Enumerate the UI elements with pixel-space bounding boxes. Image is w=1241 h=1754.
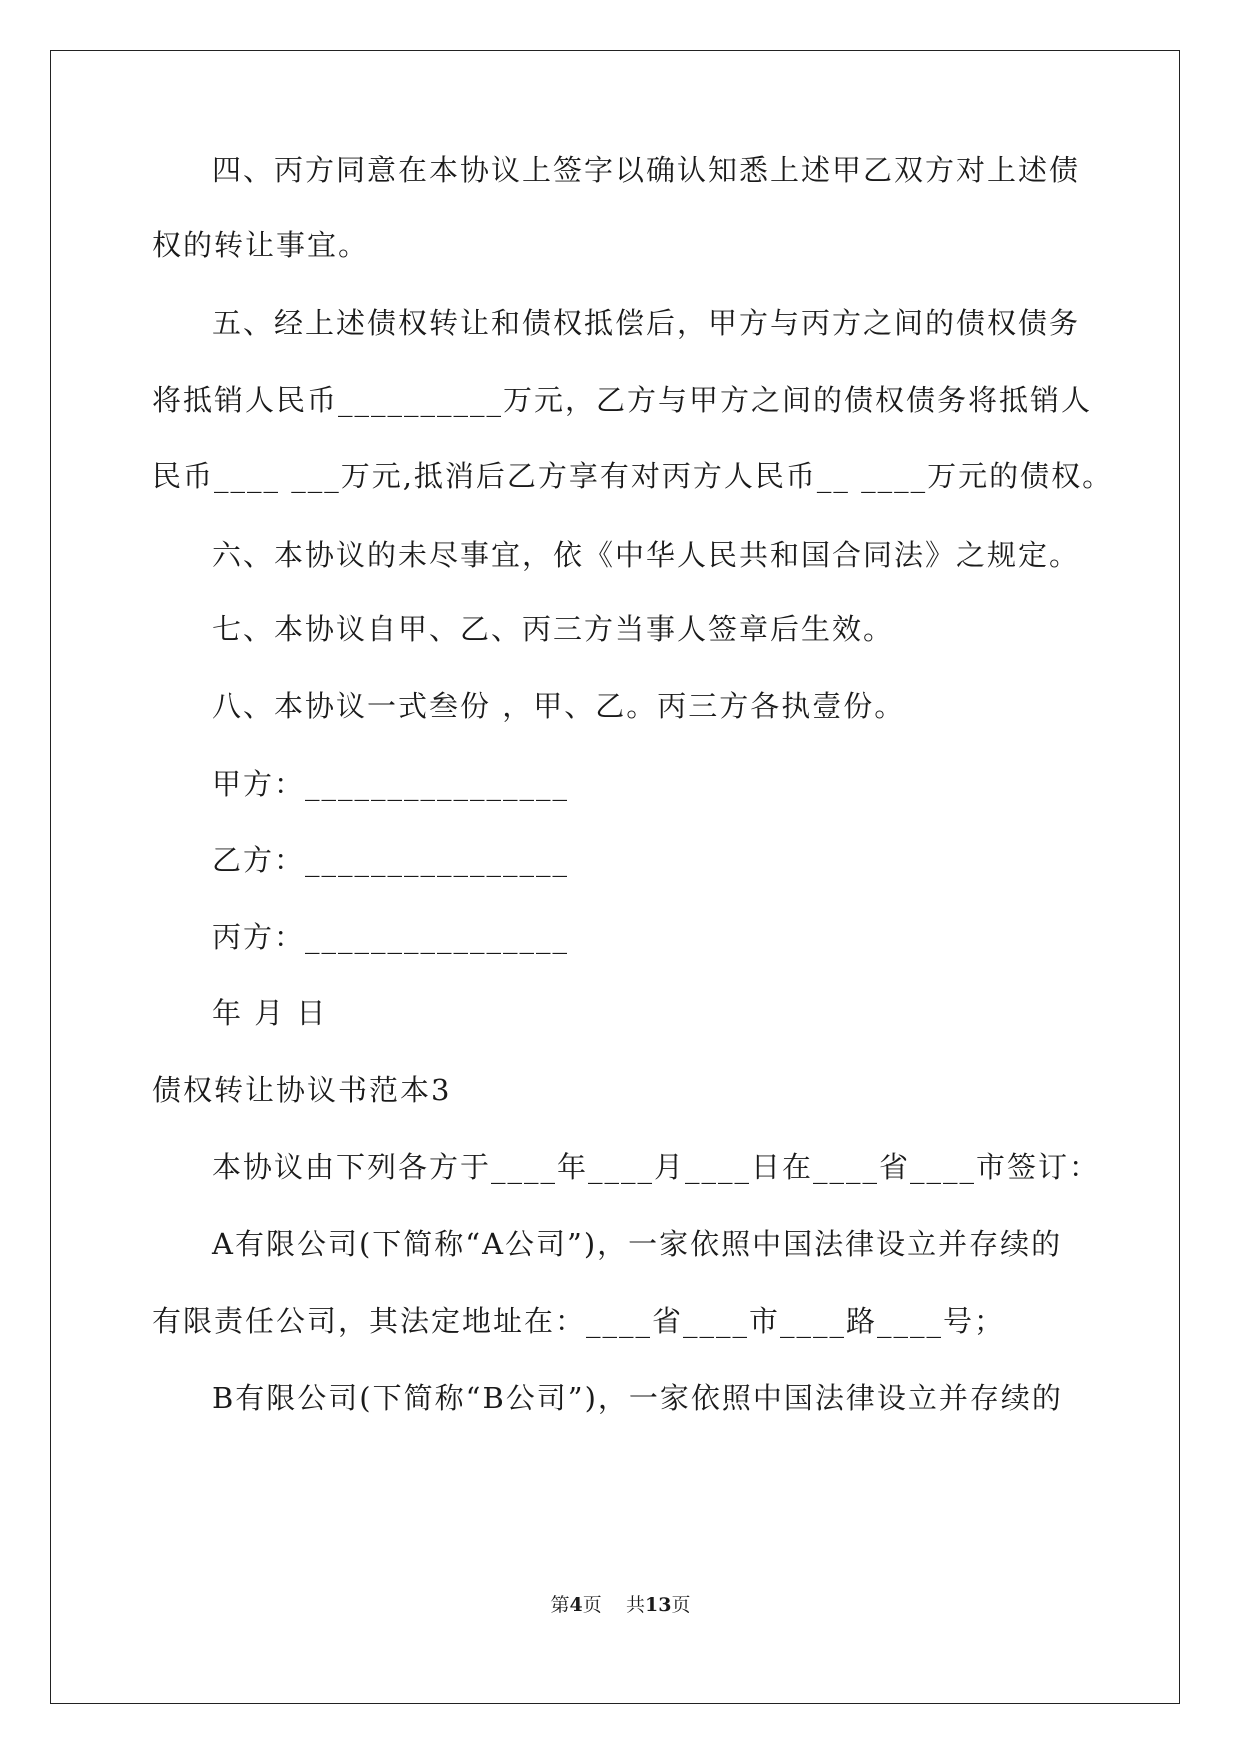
footer-total-pages: 13 <box>644 1594 672 1616</box>
date-line: 年 月 日 <box>212 996 328 1030</box>
signature-party-b: 乙方：________________ <box>212 843 570 877</box>
section-title: 债权转让协议书范本3 <box>152 1073 452 1107</box>
footer-page-suffix: 页 <box>582 1594 602 1616</box>
clause-five-line-3: 民币____ ___万元,抵消后乙方享有对丙方人民币__ ____万元的债权。 <box>152 459 1114 493</box>
footer-total-prefix: 共 <box>625 1594 645 1616</box>
footer-total-suffix: 页 <box>671 1594 691 1616</box>
clause-five-line-2: 将抵销人民币__________万元，乙方与甲方之间的债权债务将抵销人 <box>152 383 1093 417</box>
page-footer <box>0 1593 1241 1617</box>
footer-page-prefix: 第 <box>550 1594 570 1616</box>
company-a-line-2: 有限责任公司，其法定地址在：____省____市____路____号； <box>152 1304 1006 1338</box>
signature-party-a: 甲方：________________ <box>212 767 570 801</box>
clause-four-line-2: 权的转让事宜。 <box>152 228 370 262</box>
clause-five-line-1: 五、经上述债权转让和债权抵偿后，甲方与丙方之间的债权债务 <box>212 306 1081 340</box>
clause-six: 六、本协议的未尽事宜，依《中华人民共和国合同法》之规定。 <box>212 538 1081 572</box>
clause-four-line-1: 四、丙方同意在本协议上签字以确认知悉上述甲乙双方对上述债 <box>212 153 1081 187</box>
clause-seven: 七、本协议自甲、乙、丙三方当事人签章后生效。 <box>212 612 895 646</box>
company-a-line-1: A有限公司(下简称“A公司”)，一家依照中国法律设立并存续的 <box>212 1227 1063 1261</box>
agreement-intro: 本协议由下列各方于____年____月____日在____省____市签订： <box>212 1150 1101 1184</box>
company-b-line-1: B有限公司(下简称“B公司”)，一家依照中国法律设立并存续的 <box>212 1381 1063 1415</box>
clause-eight: 八、本协议一式叁份 ，甲、乙。丙三方各执壹份。 <box>212 689 906 723</box>
footer-page-number: 4 <box>569 1594 583 1616</box>
signature-party-c: 丙方：________________ <box>212 920 570 954</box>
